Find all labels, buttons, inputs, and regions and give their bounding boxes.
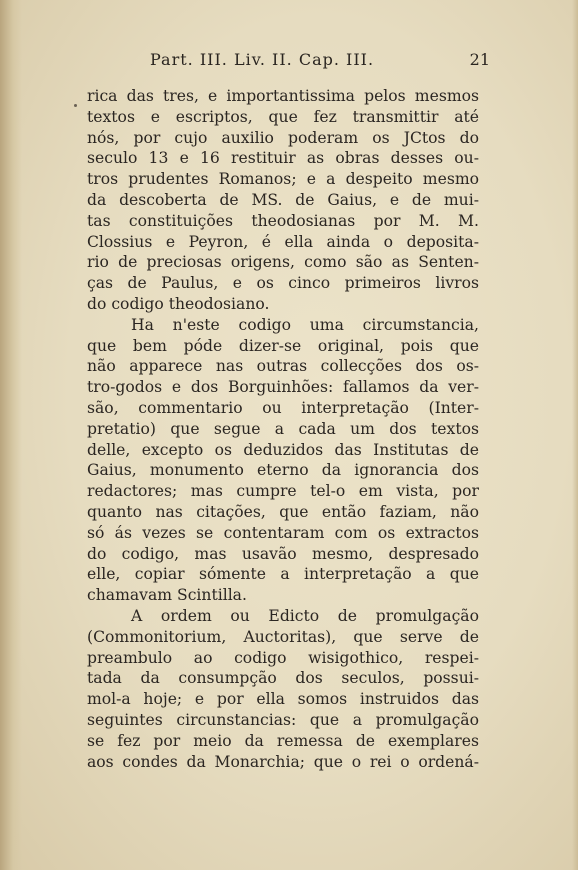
text-line: tas constituições theodosianas por M. M. [87,211,479,230]
text-line: só ás vezes se contentaram com os extractos [87,523,479,542]
text-line: seculo 13 e 16 restituir as obras desses ou- [87,149,479,168]
text-line: tada da consumpção dos seculos, possui- [87,669,479,688]
text-line: Ha n'este codigo uma circumstancia, [131,315,479,334]
text-line: do codigo, mas usavão mesmo, despresado [87,544,479,563]
binding-gutter [0,0,22,870]
stray-ink-mark [74,104,77,107]
page-edge [572,0,578,870]
text-line: seguintes circunstancias: que a promulgação [87,710,479,729]
text-line: nós, por cujo auxilio poderam os JCtos do [87,128,479,147]
text-line: ças de Paulus, e os cinco primeiros livros [87,274,479,293]
text-line: do codigo theodosiano. [87,294,270,313]
text-line: se fez por meio da remessa de exemplares [87,731,479,750]
text-line: são, commentario ou interpretação (Inter- [87,398,479,417]
text-line: delle, excepto os deduzidos das Institutas de [87,440,479,459]
page-number: 21 [469,50,490,69]
text-line: quanto nas citações, que então faziam, não [87,502,479,521]
text-line: não apparece nas outras collecções dos os- [87,357,479,376]
text-line: aos condes da Monarchia; que o rei o ordená- [87,752,479,771]
text-line: textos e escriptos, que fez transmittir até [87,107,479,126]
text-line: rica das tres, e importantissima pelos mesmos [87,87,479,105]
text-line: Clossius e Peyron, é ella ainda o deposita- [87,232,479,251]
body-text [87,86,479,772]
text-line: redactores; mas cumpre tel-o em vista, por [87,482,479,501]
text-line: elle, copiar sómente a interpretação a que [87,565,479,584]
text-line: da descoberta de MS. de Gaius, e de mui- [87,190,479,209]
text-line: tros prudentes Romanos; e a despeito mesmo [87,170,479,189]
text-line: que bem póde dizer-se original, pois que [87,336,479,355]
text-line: Gaius, monumento eterno da ignorancia dos [87,461,479,480]
page-header [150,50,490,76]
running-title: Part. III. Liv. II. Cap. III. [150,50,375,69]
text-line: preambulo ao codigo wisigothico, respei- [87,648,479,667]
text-line: A ordem ou Edicto de promulgação [131,606,479,625]
text-line: mol-a hoje; e por ella somos instruidos das [87,690,479,709]
text-line: tro-godos e dos Borguinhões: fallamos da ver- [87,378,479,397]
text-line: rio de preciosas origens, como são as Senten- [87,253,479,272]
text-line: pretatio) que segue a cada um dos textos [87,419,479,438]
text-line: (Commonitorium, Auctoritas), que serve de [87,627,479,646]
text-line: chamavam Scintilla. [87,586,247,605]
